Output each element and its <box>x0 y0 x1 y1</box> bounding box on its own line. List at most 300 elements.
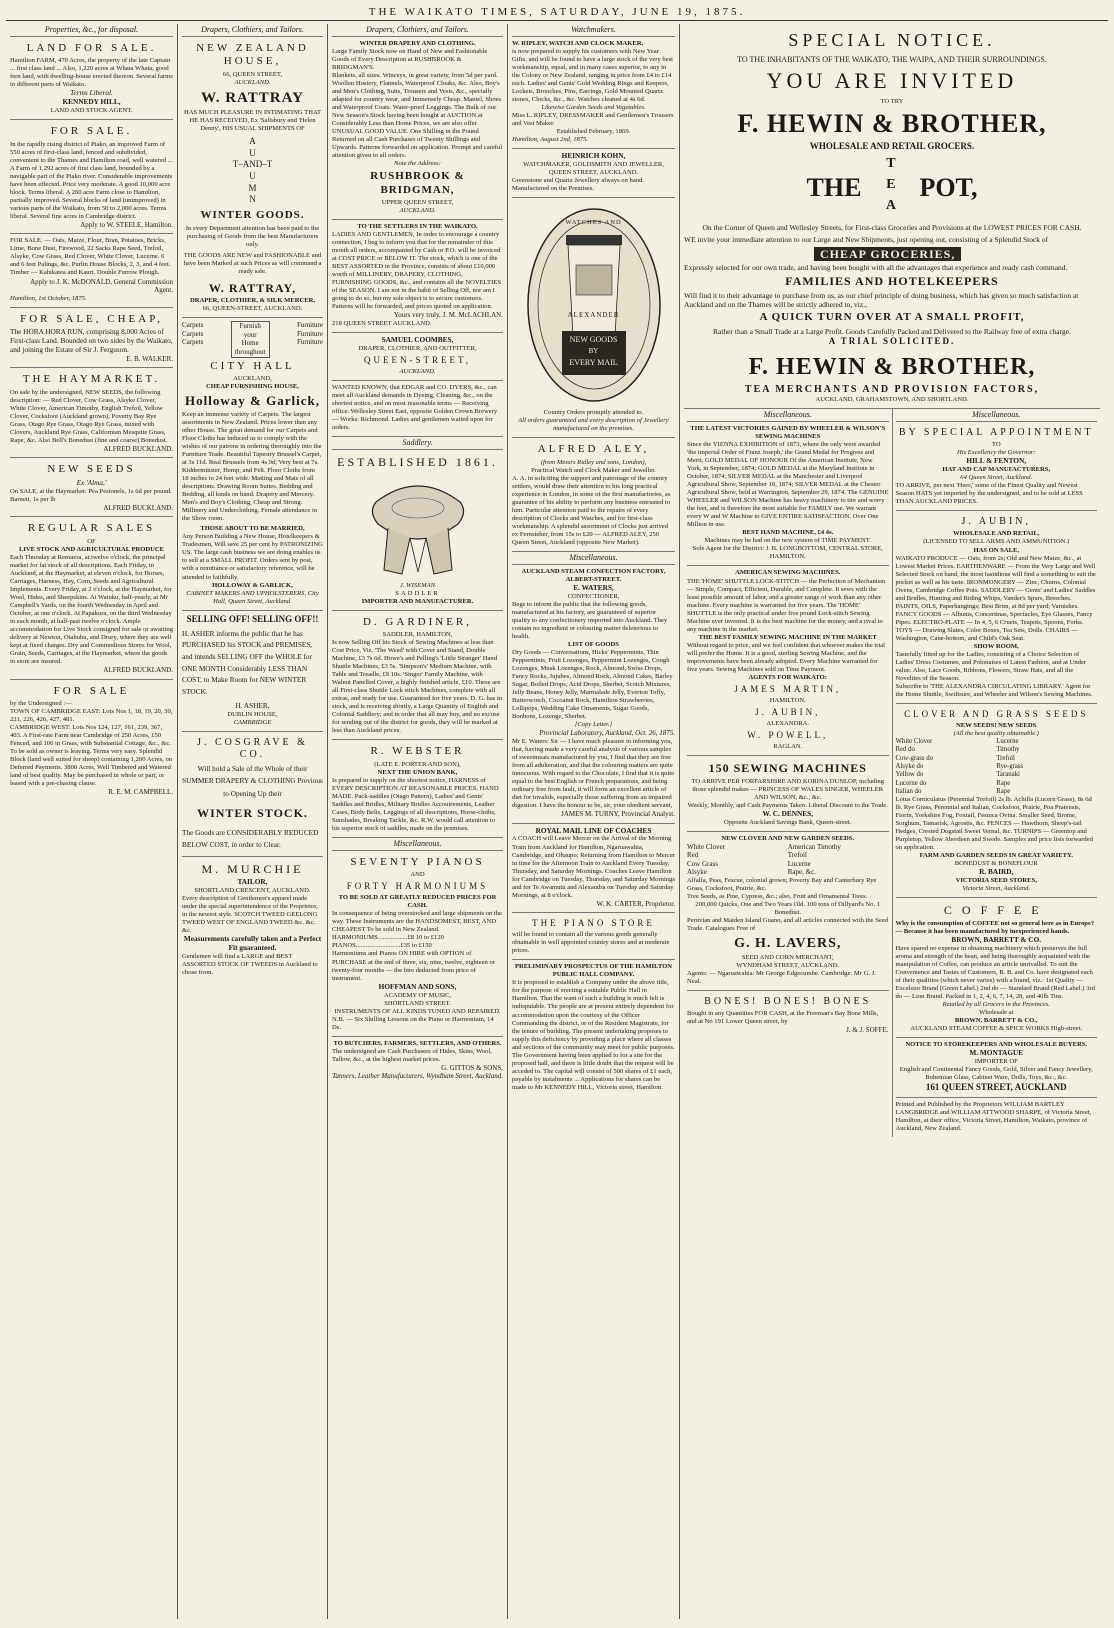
ad-name: BROWN, BARRETT & CO., <box>954 1017 1038 1025</box>
ad-try: TO TRY <box>880 97 904 105</box>
ad-address: SHORTLAND CRESCENT, AUCKLAND. <box>194 887 311 895</box>
ad-heading: TO BUTCHERS, FARMERS, SETTLERS, AND OTHERS. <box>333 1039 502 1047</box>
ad-subheading: FARM AND GARDEN SEEDS IN GREAT VARIETY. <box>919 852 1073 860</box>
letter: M <box>248 182 257 193</box>
ad-subheading: NEW SEEDS! NEW SEEDS <box>956 722 1037 730</box>
ad-body: Tree Seeds, as Pine, Cypress, &c.; also, Fruit and Ornamental Trees. <box>687 892 868 900</box>
ad-subheading: THE BEST FAMILY SEWING MACHINE IN THE MARKET <box>698 633 877 641</box>
seed-list-left <box>687 843 788 877</box>
ad-coombes <box>332 333 503 381</box>
ad-american-sewing <box>687 566 889 755</box>
ad-body: FOR SALE. — Oats, Maize, Flour, Bran, Potatoes, Bricks, Lime, Bone Dust, Firewood, 22 Sacks Rape Seed, Trefoil, Alsyke, Cow Grass, Red Clover, White Clover, Lucerne. 6 and 6 feet Palings, &c. Purlin House Blocks, 2, 3, and 4 feet. Timber — Kahikatea and Kauri. Double Furrow Plough. <box>10 237 171 277</box>
ad-rattray <box>182 37 323 319</box>
ad-publisher-imprint <box>896 1098 1098 1137</box>
column-2 <box>178 24 328 1619</box>
ad-families: FAMILIES AND HOTELKEEPERS <box>785 274 999 289</box>
ad-body: TO ARRIVE PER FORFARSHIRE AND KORINA DUNLOP, including those splendid makes — PRINCESS OF WALES SINGER, WHEELER AND WILSON, &c., &c. <box>691 777 884 801</box>
grid-left <box>182 321 203 357</box>
ad-subheading: WHOLESALE AND RETAIL, <box>952 530 1040 538</box>
seed-list-right <box>788 843 889 877</box>
ad-body: Established February, 1869. <box>556 128 631 136</box>
ad-heading: NEW CLOVER AND NEW GARDEN SEEDS. <box>721 834 855 842</box>
ad-signature: HOLLOWAY & GARLICK, <box>212 581 293 589</box>
ad-name: W. RATTRAY <box>201 89 304 106</box>
sub-column-left <box>684 409 893 1137</box>
watch-bot-label-2: BY <box>588 347 599 356</box>
ad-heading: BY SPECIAL APPOINTMENT <box>898 426 1094 438</box>
ad-address: AUCKLAND STEAM COFFEE & SPICE WORKS High-street. <box>910 1025 1083 1033</box>
ad-title: DRAPER, CLOTHIER, & SILK MERCER, <box>189 297 316 305</box>
ad-body: English and Continental Fancy Goods, Gold, Silver and Fancy Jewellery, Bohemian Glass, Cabinet Ware, Dolls, Toys, &c., &c. <box>899 1066 1093 1082</box>
ad-heading: FORTY HARMONIUMS <box>346 881 489 892</box>
ad-body: Weekly, Monthly, and Cash Payments Taken. Liberal Discount to the Trade. <box>687 801 888 809</box>
ad-address: 161 QUEEN STREET, AUCKLAND <box>925 1082 1067 1093</box>
ad-subheading: THOSE ABOUT TO BE MARRIED, <box>200 525 305 533</box>
ad-heading: WINTER DRAPERY AND CLOTHING. <box>359 39 476 47</box>
ad-body: On sale by the undersigned, NEW SEEDS, the following description: — Red Clover, Cow Grass, Alsyke Clover, White Clover, American Timothy, English Trefoil, Yellow Clover, Cocksfoot (Auckland grown), Poverty Bay Rye Grass, Otago Rye Grass, Otago Rye Grass, mixed with Clovers, Auckland Rye Grass, Californian Mesquite Grass, Rape, &c. Also Bell's Bonedust (fine and coarse) Bonedust. <box>10 388 168 444</box>
ad-heading: J. AUBIN, <box>961 516 1031 528</box>
ad-body: THE 'HOME' SHUTTLE LOCK-STITCH — the Perfection of Mechanism — Simple, Compact, Efficient, Durable, and Complete. It sews with the least possible amount of labor, and a greater range of work than any other machine. Every machine is warranted for five years. The 'HOME' SHUTTLE is the only practical under five pound Lock-stitch Sewing Machine ever invented. It is the best machine for the money, and a rival to any machine in the market. <box>687 577 886 633</box>
ad-body: Without regard to price, and we feel confident that whoever makes the trial will prefer the Home. It is a good, sterling Sewing Machine, and the improvements have been already adopted. Every Machine warranted for five years. Sewing Machines sold on Time Payment. <box>687 641 886 673</box>
ad-name: G. H. LAVERS, <box>734 935 842 951</box>
ad-subheading: TAILOR, <box>237 877 268 887</box>
watch-bot-label-1: NEW GOODS <box>569 335 618 345</box>
seed-item: Trefoil <box>787 851 807 860</box>
ad-heading: FOR SALE. <box>50 125 133 138</box>
ad-heading: ALFRED ALEY, <box>537 443 650 456</box>
ad-body: In consequence of being overstocked and large shipments on the way. These Instruments are the HANDSOMEST, BEST, AND CHEAPEST To be sold in New Zealand. <box>332 910 502 934</box>
ad-name: BROWN, BARRETT & CO. <box>951 935 1042 945</box>
ad-city: CAMBRIDGE <box>233 718 272 726</box>
watch-mid-label: ALEXANDER <box>567 311 620 320</box>
ad-body: Measurements carefully taken and a Perfect Fit guaranteed. <box>183 934 322 953</box>
ad-body: Bought in any Quantities FOR CASH, at the Freeman's Bay Bone Mills, and at No 191 Lower Queen street, by <box>687 1010 879 1026</box>
seed-item: Timothy <box>996 746 1020 754</box>
ad-body: On SALE, at the Haymarket: Pea Pestonels, 1s 6d per pound. Barnett, 1s per lb <box>10 487 172 503</box>
ad-body: WE invite your immediate attention to our Large and New Shipments, just opening out, consisting of a Splendid Stock of <box>684 235 1049 245</box>
ad-body: It is proposed to establish a Company under the above title, for the purpose of erecting a suitable Public Hall in Hamilton. That the want of such a building is much felt is indisputable. The people are at present entirely dependent for accommodation upon the courtesy of the Officer Commanding the district, or of the Resident Magistrate, for the tenure of building. The present undertaking proposes to supply this deficiency by providing a place where all classes and sections of the community may meet for public purposes. The Government having been applied to for a site for the proposed hall, and there is little doubt that the request will be acceded to. The capital will consist of 500 shares of £1 each, payable by instalments ... Applications for shares can be made to Mr KENNEDY HILL, Victoria street, Hamilton. <box>512 979 675 1091</box>
ad-body: Likewise Garden Seeds and Vegetables. <box>541 104 646 111</box>
grid-cell: Furniture <box>296 321 323 330</box>
ad-heading: NOTICE TO STOREKEEPERS AND WHOLESALE BUYERS. <box>905 1041 1088 1049</box>
ad-winter-stock: WINTER STOCK. <box>197 806 308 821</box>
seed-item: Yellow do <box>895 771 924 779</box>
seed-item: Rye-grass <box>996 762 1024 770</box>
ad-subheading: [Copy Letter.] <box>574 721 613 729</box>
seed-item: Cow-grass do <box>895 754 934 762</box>
ad-watch-illustration <box>512 198 675 438</box>
saddle-illustration <box>358 472 478 580</box>
teapot-mid: TEA <box>883 156 899 220</box>
imprint-text: Printed and Published by the Proprietors WILLIAM BARTLEY LANGBRIDGE and WILLIAM ATTWOOD SHARPE, of Victoria Street, Hamilton, at their office, Victoria Street, Hamilton, Waikato, province of Auckland, New Zealand. <box>895 1101 1092 1133</box>
ad-signature: R. E. M. CAMPBELL. <box>108 788 173 797</box>
ad-body: Each Thursday at Remuera, at twelve o'clock, the principal market for fat stock of all descriptions. Each Friday, in Auckland, at the Haymarket, at eleven o'clock, for Horses, Carriages, Harness, Hay, Corn, Seeds and Agricultural Implements. Every Friday, at 2 o'clock, at the Haymarket, for Wool, Hides, and Sheepskins. At Waiuku, half-yearly, at Mr Campbell's Yards, on the fourth Wednesday in April and October, at one o'clock. At Papakura, on the third Wednesday in each month, at half-past twelve o'clock. Ample accommodation for Live Stock consigned for sale or awaiting delivery at Newton, Otahuhu, and Drury, where they are well kept at fixed charges. Dry and Commodious Stores for Wool, Grain, Seeds, Carriages, at the Haymarket, where the goods in store are insured. <box>10 553 173 666</box>
ad-body: All orders guaranteed and every description of Jewellery manufactured on the premises. <box>518 417 669 433</box>
ad-agent-town: RAGLAN. <box>773 742 803 750</box>
ad-winter-goods: WINTER GOODS. <box>200 209 305 222</box>
sub-columns <box>684 409 1100 1137</box>
ad-subheading: WHOLESALE AND RETAIL GROCERS. <box>809 141 975 152</box>
column-3 <box>328 24 508 1619</box>
seed-item: Rape <box>996 787 1011 795</box>
ad-title: DRAPER, CLOTHIER, AND OUTFITTER, <box>358 344 477 352</box>
ad-subheading: IMPORTER OF <box>974 1058 1018 1066</box>
section-heading: Drapers, Clothiers, and Tailors. <box>182 24 323 37</box>
ad-signature-title: DUBLIN HOUSE, <box>227 710 278 718</box>
ad-heading: FOR SALE <box>53 684 130 697</box>
ad-body: The undersigned are Cash Purchasers of Hides, Skins, Wool, Tallow, &c., at the highest market prices. <box>332 1047 492 1063</box>
ad-body: Since the VIENNA EXHIBITION of 1873, where the only were awarded 'the imperial Order of Franz Joseph,' the Grand Medal for Progress and Merit, GOLD MEDAL OF HONOUR Of the American Institute, New York, in September, 1874; GOLD MEDAL at the Maryland Institute in October, 1874; SILVER MEDAL at the Manchester and Liverpool Agricultural Show, September 10, 1874; SILVER MEDAL at the Chester Agricultural Show, held at Warrington, September 29, 1874. The GENUINE WHEELER and WILSON Machine has heavy machinery to tire and worry the feet, and is therefore the most suitable for FAMILY use. We warrant every W and W Machine to GIVE ENTIRE SATISFACTION. Over One Million in use. <box>687 441 889 529</box>
ad-heading: CLOVER AND GRASS SEEDS <box>904 709 1089 720</box>
ad-signature: W. K. CARTER, Proprietor. <box>596 899 675 908</box>
ad-subheading: AGENTS FOR WAIKATO: <box>748 673 827 681</box>
ad-kohn <box>512 149 675 198</box>
ad-asher <box>182 611 323 732</box>
ad-signature: ALFRED BUCKLAND. <box>103 666 173 675</box>
ad-cheap-sale <box>10 308 173 369</box>
grid-cell: Furniture <box>296 338 323 347</box>
ad-for-sale-cambridge <box>10 680 173 801</box>
ad-signature: Yours very truly, J. M. McLACHLAN. <box>393 311 503 320</box>
ad-body: Machines may be had on the new system of TIME PAYMENT. <box>704 537 871 545</box>
ad-heading: COFFEE <box>943 903 1049 918</box>
ad-heading: AUCKLAND STEAM CONFECTION FACTORY, ALBERT-STREET. <box>521 567 666 583</box>
ad-subheading: (All the best quality obtainable.) <box>953 730 1040 738</box>
seed-item: Lucerne <box>996 738 1019 746</box>
ad-name: RUSHBROOK & BRIDGMAN, <box>370 170 465 196</box>
ad-subheading: Ex 'Alma,' <box>76 477 107 487</box>
ad-heading: M. MURCHIE <box>201 861 304 876</box>
seed-item: Lucerne do <box>895 779 927 787</box>
ad-name: HOFFMAN AND SONS, <box>378 981 457 991</box>
ad-edgar <box>332 381 503 437</box>
letter: A <box>249 136 256 147</box>
ad-subheading: TO <box>991 441 1001 449</box>
ad-title: HAT AND CAP MANUFACTURERS, <box>942 466 1051 474</box>
ad-signature: ALFRED BUCKLAND. <box>103 503 173 512</box>
ad-body: Is now Selling Off his Stock of Sewing Machines at less than Cost Price, Viz. 'The Weed' with Cover and Stand, Double Machine, £3 7s 6d. Howe's and Pelling's 'Little Stranger' Hand Shuttle Machines, £3 5s. 'Simpson's' Medium Machine, with Table and Treadle, £9 10s. 'Singer' Family Machine, with Walnut Panelled Cover, a highly finished article, £10. These are all First-class Shuttle Lock stitch Machines, complete with all extras, and ready for use. Guaranteed for five years. D. G. has in stock, and is receiving shortly, a Large Quantity of English and Colonial Saddlery; and in order that all may buy, and no excuse for sending out of the district for goods, they will be marked at less than Auckland prices. <box>332 639 503 735</box>
grid-cell: Home <box>241 339 259 348</box>
seed-item: Red <box>687 851 699 860</box>
ad-piano-store <box>512 913 675 960</box>
ad-invited: YOU ARE INVITED <box>766 67 1018 93</box>
ad-heading: THE LATEST VICTORIES GAINED BY WHEELER & WILSON'S SEWING MACHINES <box>690 424 886 440</box>
ad-body: A COACH will Leave Mercer on the Arrival of the Morning Train from Auckland for Hamilton, Ngaruawahia, Cambridge, and Ohaupo; Returning from Hamilton to Mercer in time for the Afternoon Train to Auckland Every Tuesday, Thursday, and Saturday Mornings. Coaches Leave Hamilton for Cambridge on Tuesday, Thursday, and Saturday Mornings and for Te Awamutu and Alexandra on Tuesday and Saturday Mornings, at 8 o'clock. <box>512 835 675 899</box>
ad-hewin <box>684 24 1100 409</box>
ad-body: Retailed by all Grocers in the Provinces. <box>942 1001 1050 1009</box>
watch-bot-label-3: EVERY MAIL <box>569 358 618 368</box>
seed-item: White Clover <box>895 738 933 746</box>
ad-subheading: TO THE INHABITANTS OF THE WAIKATO, THE WAIPA, AND THEIR SURROUNDINGS. <box>737 54 1047 64</box>
ad-body: On the Corner of Queen and Wellesley Streets, for First-class Groceries and Provisions at the LOWEST PRICES FOR CASH. <box>702 223 1082 233</box>
seed-item: Taranaki <box>996 771 1020 779</box>
ad-rushbrook <box>332 37 503 220</box>
ad-body: WANTED KNOWN, that EDGAR and CO. DYERS, &c., can meet all Auckland demands in Dyeing, Cleaning, &c., on the shortest notice, and on most reasonable terms — Receiving office: Wellesley Street East, opposite Golden Crown Brewery — Works: Richmond. Ladies and gentlemen waited upon for orders. <box>332 383 498 432</box>
section-heading: Miscellaneous. <box>332 838 503 851</box>
ad-murchie <box>182 857 323 982</box>
watch-graphic <box>524 205 664 405</box>
ad-body: Is prepared to supply on the shortest notice, HARNESS of EVERY DESCRIPTION AT REASONABLE PRICES. HAND MADE. Pack-saddles (Otago Pattern), Ladies' and Gents' Saddles and Bridles, Military Bridles Accoutrements, Leather Cases, Body Belts, Leggings of all descriptions, Horse-cloths, Sunshades, Breaking Tackle, &c. R.W. would call attention to his superior stock of saddles, made on the premises. <box>332 776 499 833</box>
ad-name: W. C. DENNES, <box>762 808 814 818</box>
ad-body: The Goods are CONSIDERABLY REDUCED BELOW COST, in order to Clear. <box>182 827 319 850</box>
ad-subheading: (from Messrs Ridley and sons, London), <box>540 458 647 466</box>
saddle-maker-label: J. WISEMAN <box>399 581 436 589</box>
teapot-right: POT, <box>919 172 978 202</box>
ad-title: VICTORIA SEED STORES, <box>955 877 1037 885</box>
ad-address: QUEEN-STREET, <box>363 354 472 365</box>
ad-subheading: His Excellency the Governor: <box>956 449 1036 457</box>
ad-body: Gentlemen will find a LARGE and BEST ASSORTED STOCK OF TWEEDS in Auckland to chose from. <box>182 953 318 977</box>
ad-signature: Apply to J. K. McDONALD, General Commission Agent. <box>30 277 173 295</box>
ad-montague <box>896 1038 1098 1098</box>
ad-subheading: by the Undersigned :— <box>10 700 72 708</box>
ad-body: Large Family Stock now on Hand of New and Fashionable Goods of Every Description at RUSHBROOK & BRIDGMAN'S. <box>332 47 488 71</box>
price-line: PIANOS...........................£35 to £150 <box>332 942 432 950</box>
ad-body: Country Orders promptly attended to. <box>543 409 644 417</box>
ad-cheap-groceries: CHEAP GROCERIES, <box>814 247 961 262</box>
ad-signature: JAMES M. TURNY, Provincial Analyst. <box>561 810 675 819</box>
ad-title: TEA MERCHANTS AND PROVISION FACTORS, <box>744 383 1040 395</box>
ad-subheading: BONEDUST & BONEFLOUR <box>954 860 1038 868</box>
ad-date: Provincial Laboratory, Auckland, Oct. 26, 1875. <box>539 729 675 738</box>
ad-haymarket <box>10 368 173 458</box>
ad-new-seeds <box>10 458 173 517</box>
ad-note: Note the Address: <box>394 160 441 168</box>
ad-note: N.B. — Six Shilling Lessons on the Piano or Harmonium, 14 Ds. <box>332 1015 494 1031</box>
ad-dennes <box>687 756 889 832</box>
ad-agent-name: JAMES MARTIN, <box>734 683 842 694</box>
ad-subheading: CHEAP FURNISHING HOUSE, <box>206 382 299 390</box>
ad-signature-title: CABINET MAKERS AND UPHOLSTERERS, City Hall, Queen Street, Auckland. <box>186 589 319 605</box>
ad-heading: BONES! BONES! BONES <box>704 996 872 1008</box>
ad-agent-name: J. AUBIN, <box>755 706 821 717</box>
seed-list-left <box>896 738 997 796</box>
pocket-watch-illustration <box>524 205 664 405</box>
ad-subheading: SHOW ROOM, <box>973 642 1019 650</box>
ad-cosgrave <box>182 732 323 857</box>
ad-body: Keep an immense variety of Carpets. The largest assortments in New Zealand. Prices lower than any other House. The great demand for our Carpets and Floor Cloths has induced us to comply with the wishes of our patrons in ordering thoroughly into the Furniture Trade. Beautiful Tapestry Brussel's Carpet, at 3s 11d. Real Brussels from 4s 9d; Very best at 7s. Kidderminster, Hemp, and Felt. Floor Cloths from 18 inches to 24 feet wide. Matting and Mats of all descriptions. Drawing Room Suites. Bedding and Bedding, all kinds on hand. Drapery and Mercery. Men's and Boy's Clothing, Cheap and Strong. Millinery and Underclothing. Female attendance in the Show room. <box>182 410 322 523</box>
ad-regular-sales <box>10 517 173 679</box>
seed-item: White Clover <box>687 842 725 851</box>
ad-subheading: SADDLER, HAMILTON, <box>382 631 453 639</box>
ad-name: Holloway & Garlick, <box>185 393 320 409</box>
grid-cell: throughout <box>234 348 266 357</box>
ad-heading: R. WEBSTER <box>370 745 465 758</box>
grid-cell: your <box>243 330 257 339</box>
ad-body: Alfalfa, Peas, Fescue, colonial grown; Poverty Bay and Canterbury Rye Grass, Cocksfoot, Prairie, &c. <box>687 876 877 892</box>
ad-subheading: HAS ON SALE, <box>973 546 1020 554</box>
columns <box>6 24 1108 1619</box>
ad-name: HILL & FENTON, <box>966 456 1027 466</box>
price-line: HARMONIUMS..................£8 10 to £120 <box>332 934 444 942</box>
ad-signature: H. ASHER, <box>235 700 270 710</box>
ad-trial: A TRIAL SOLICITED. <box>828 335 956 346</box>
ad-subheading: ACADEMY OF MUSIC, <box>383 991 452 999</box>
ad-webster <box>332 740 503 838</box>
ad-body: Harmoniums and Pianos ON HIRE with OPTION of PURCHASE at the end of three, six, nine, twelve, eighteen or twenty-four months — the hire deducted from price of instrument. <box>332 950 495 982</box>
ad-for-sale-piako <box>10 120 173 234</box>
ad-waters <box>512 565 675 824</box>
ad-name: W. RATTRAY, <box>208 280 297 295</box>
ad-body: Begs to inform the public that the following goods, manufactured at his factory, are guaranteed of superior quality to any confectionery imported into Auckland. They contain no ingredient or colouring matter deleterious to health. <box>512 600 668 640</box>
ad-signature: J. & J. SOFFE. <box>846 1026 889 1035</box>
ad-city: AUCKLAND. <box>399 207 436 215</box>
ad-heading: SEVENTY PIANOS <box>350 855 485 868</box>
ad-heading: SPECIAL NOTICE. <box>788 30 996 50</box>
ad-body: Wholesale at <box>979 1009 1014 1017</box>
ad-title: CONFECTIONER, <box>567 592 620 600</box>
ad-heading: REGULAR SALES <box>27 522 156 535</box>
ad-body: Why is the consumption of COFFEE not so general here as in Europe? — Because it has been manufactured by inexperienced hands. <box>895 919 1095 935</box>
seed-item: Alsyke do <box>895 762 924 770</box>
column-4 <box>508 24 680 1619</box>
ad-subheading: OF <box>87 537 96 545</box>
ad-heading: NEW ZEALAND HOUSE, <box>196 41 309 68</box>
ad-body: HAS MUCH PLEASURE IN INTIMATING THAT HE HAS RECEIVED, Ex 'Salisbury and 'Helen Denny', HIS USUAL SHIPMENTS OF <box>183 108 322 132</box>
seed-price-list <box>896 738 1098 796</box>
ad-subheading: (LICENSED TO SELL ARMS AND AMMUNITION.) <box>923 538 1070 546</box>
ad-body: Rather than a Small Trade at a Large Profit. Goods Carefully Packed and Delivered to the Railway free of extra charge. <box>713 326 1071 336</box>
ad-pianos <box>332 851 503 1037</box>
ad-date: Hamilton, 1st October, 1875. <box>10 294 87 302</box>
ad-body: Tastefully fitted up for the Ladies, consisting of a Choice Selection of Ladies' Dress Costumes, and Polonaises of Latest Fashion, and at Under value. Also, Lace Goods, Ribbons, Flowers, Straw Hats, and all the Novelties of the Season. <box>895 650 1087 682</box>
section-heading: Saddlery. <box>332 437 503 450</box>
ad-body: Any Person Building a New House, Hotelkeepers & Tradesmen, Will save 25 per cent by PATRONIZING US. The large cash business we are doing enables us to sell at a SMALL PROFIT. Orders sent by post, with a remittance or satisfactory reference, will be attended to faithfully. <box>182 533 323 581</box>
ad-heading: ROYAL MAIL LINE OF COACHES <box>535 825 652 835</box>
grid-cell: Furnish <box>239 322 261 331</box>
ad-body: Will hold a Sale of the Whole of their SUMMER DRAPERY & CLOTHING Previous to Opening Up their <box>182 763 323 798</box>
ad-name: R. BAIRD, <box>979 867 1014 877</box>
ad-heading: ESTABLISHED 1861. <box>337 454 498 469</box>
ad-name: E. WATERS, <box>573 582 614 592</box>
ad-heading: W. RIPLEY, WATCH AND CLOCK MAKER, <box>512 39 644 47</box>
ad-address: AUCKLAND, GRAHAMSTOWN, AND SHORTLAND. <box>815 396 969 404</box>
seed-list <box>687 843 889 877</box>
ad-address: 66, QUEEN STREET, <box>222 70 283 78</box>
ad-body: Lotus Corniculatus (Perennial Trefoil) 2s lb. Achilla (Lucern Grass), 8s 6d lb. Rye Grass, Perennial and Italian, Cocksfoot, Prairie, Poa Pratensis, Fiorin, Yorkshire Fog, Foxtail, Festuca Ovina. Smaller Seed, Brome, Sorghum, Tamarisk, Agrostis, &c. FENCES — Hawthorn, Sheep's-tail Hedges, Crested Dogstail Sweet Vernal, &c. TURNIPS — Greentop and Purpletop, Yellow Aberdeen and Swede. Samples and price lists forwarded on application. <box>895 796 1093 852</box>
ad-body: Dry Goods — Conversations, Hicks' Peppermints, Thin Peppermints, Fruit Lozenges, Peppermint Lozenges, Cough Lozenges, Musk Lozenges, Rock, Almond, Swiss Drops, Fancy Rocks, Jujubes, Almond Rock, Almond Cakes, Barley Sugar, Boiled Drops, Acid Drops, Sherbet, Scotch Mixtures, Jelly Beans, Honey Jelly, Marmalade Jelly, Everton Toffy, Butterscotch, Cocoanut Rock, Hamilton Strawberries, Lollipops, Wedding Cake Ornaments, Sugar Goods, Bonbons, Lozenge, Sherbet. <box>512 648 673 721</box>
ad-body: TOWN OF CAMBRIDGE EAST: Lots Nos 1, 18, 19, 20, 30, 221, 226, 426, 427, 481. <box>10 708 173 724</box>
ad-bones <box>687 991 889 1039</box>
sub-column-right <box>893 409 1101 1137</box>
ad-subheading: (LATE E. PORTER AND SON), <box>374 760 461 768</box>
ad-body: H. ASHER informs the public that he has PURCHASED his STOCK and PREMISES, and intends SELLING OFF the WHOLE for ONE MONTH Considerably LESS THAN COST, to Make Room for NEW WINTER STOCK. <box>182 628 313 696</box>
teapot-heading <box>684 156 1100 219</box>
section-heading: Miscellaneous. <box>896 409 1098 422</box>
ad-subheading: AND <box>410 871 425 879</box>
section-heading: Miscellaneous. <box>687 409 889 422</box>
ad-heading: CITY HALL <box>210 359 295 372</box>
ad-agent-town: ALEXANDRA. <box>766 719 810 727</box>
seed-item: Cow Grass <box>687 859 718 868</box>
ad-body: Every description of Gentlemen's apparel made under the special superintendence of the Proprietor, in the newest style. SCOTCH TWEED GEELONG TWEED WEST OF ENGLAND TWEED &c. &c. &c. <box>182 895 318 935</box>
seed-item: Lucerne <box>787 859 811 868</box>
ad-body: will be found to contain all the various goods generally obtainable in well appointed country stores and at moderate prices. <box>512 931 670 955</box>
ad-body: TO ARRIVE, per next 'Hero,' some of the Finest Quality and Newest Season HATS yet imported by the undersigned, and to be sold at LESS THAN AUCKLAND PRICES. <box>895 482 1083 506</box>
seed-item: Rape <box>996 779 1011 787</box>
ad-body: INSTRUMENTS OF ALL KINDS TUNED AND REPAIRED. <box>334 1007 501 1015</box>
letter: T–AND–T <box>232 159 273 170</box>
section-heading: Drapers, Clothiers, and Tailors. <box>332 24 503 37</box>
ad-gittos <box>332 1037 503 1085</box>
watch-top-label: WATCHES AND <box>565 219 622 227</box>
ad-address: 66, QUEEN-STREET, AUCKLAND. <box>202 305 303 313</box>
ad-body: A. A. in soliciting the support and patronage of the country settlers, would draw their attention to his long practical experience in London, in some of the first manufactories, as guarantee of his ability to perform any business entrusted to him. Particular attention paid to the repairs of every description of Clocks and Watches, and for first-class workmanship. A splendid assortment of Clocks just arrived ex Fernsteher, from 15s to £20 — ALFRED ALEY, 250 Queen Street, Auckland (opposite New Market). <box>512 474 671 546</box>
letter: U <box>249 171 256 182</box>
ad-heading: J. COSGRAVE & CO. <box>197 736 308 760</box>
ad-name: F. HEWIN & BROTHER, <box>737 108 1047 138</box>
ad-signature: E. B. WALKER. <box>126 354 173 363</box>
ad-subheading: NEXT THE UNION BANK, <box>377 768 458 776</box>
ad-body: Hamilton FARM, 470 Acres, the property of the late Captain ... first class land ... Also, 1,220 acres at Whata Whata, good fern land, with dwelling-house erected thereon. Several farms in different parts of Waikato. <box>10 57 173 89</box>
grid-right <box>297 321 323 357</box>
letter: N <box>249 194 256 205</box>
ad-body: WAIKATO PRODUCE — Oats, from 2s; Old and New Maize, &c., at Lowest Market Prices. EARTHENWARE — From the Very Large and Well Selected Stock on hand, the most fastidious will find a something to suit the pocket as well as his taste. IRONMONGERY — Zinc, Churns, Colonial Ovens, Cambridge Coffee Pots. SADDLERY — Gents' and Ladies' Saddles and Bridles, Hunting and Riding Whips, Vander's Spurs, Breeches. PAINTS, OILS, Paperhangings; Best Brim, at 8d per yard; Varnishes. FANCY GOODS — Albums, Concertinas, Spectacles, Eye Glasses, Fancy Pipes. ELECTRO-PLATE — In 4, 5, 6 Cruets, Teapots, Spoons, Forks. TOYS — Drawing Slates, Color Boxes, Tea Sets, Dolls. CHAIRS — Washington, Cane-bottom, and Child's Oak Seat. <box>895 554 1096 642</box>
masthead: THE WAIKATO TIMES, SATURDAY, JUNE 19, 1875. <box>6 4 1108 21</box>
ad-address: Victoria Street, Auckland. <box>962 885 1031 893</box>
ad-body: Have spared no expense in obtaining machinery which preserves the full aroma and strength of the bean, and being thoroughly acquainted with the manipulation of Coffee, can produce an article unrivalled. To suit the Convenience and Tastes of Customers, B. B. and Co. have designated each of their qualities (which never varies) with a brand, viz.: 1st Quality — Excelsior Brand (Green Label.) 2nd do — Standard Brand (Red Label.) 3rd do — Lion Brand. Packed in 1, 2, 4, 6, 7, 14, 28, and 40lb Tins. <box>895 944 1095 1001</box>
ad-gardiner <box>332 611 503 741</box>
grid-cell: Furniture <box>296 329 323 338</box>
cityhall-grid <box>182 321 323 357</box>
letter: U <box>249 147 256 158</box>
column-1 <box>6 24 178 1619</box>
ad-agent-name: W. POWELL, <box>747 729 829 740</box>
ad-body: 200,000 Quicks, One and Two Years Old. 100 tons of Dillyard's No. 1 Bonedust. <box>695 900 881 916</box>
ad-body: Miss L. RIPLEY, DRESSMAKER and Gentlemen's Trousers and Vest Maker. <box>512 112 674 128</box>
ad-heading: FOR SALE, CHEAP, <box>20 312 163 325</box>
ad-body: Blankets, all sizes. Winceys, in great variety, from 5d per yard. Woollen Hosiery, Flannels, Waterproof Cloaks, &c. Also, Boy's and Men's Clothing, Suits, Trousers and Vests, &c., specially adapted for country wear, and Immensely Cheap. Maniel, Shoes and Waterproof Coats. Water-proof Leggings. The Bulk of our New Season's Stock having been bought at AUCTION at Considerably Less than Home Prices, we are also offer UNUSUAL GOOD VALUE. One Shilling in the Pound Returned on all Cash Purchases of Twenty Shillings and Upwards. Patterns forwarded on application. Prompt and careful attention given to all orders. <box>332 71 503 160</box>
ad-address: 64 Queen Street, Auckland. <box>960 474 1033 482</box>
ad-body: is now prepared to supply his customers with New Year Gifts, and will be found to have a large stock of the very best workmanship, equal, and in many cases superior, to any in the Colony or New Zealand, ranging in price from £4 to £14 each. Ladies' and Gents' Gold Wedding Rings and Keepers, Lockets, Brooches, Pins, Earrings, Gold Mounted Quartz stones, Clocks, &c., &c. Watches cleaned at 4s 6d. <box>512 47 674 103</box>
ad-land-for-sale <box>10 37 173 120</box>
ad-body: Subscribe to 'THE ALEXANDRA CIRCULATING LIBRARY.' Agent for the Home Shuttle, Swiftsure, and Wheeler and Wilson's Sewing Machines. <box>895 683 1093 699</box>
ad-body: The HORA HORA RUN, comprising 8,000 Acres of First-class Land. Bounded on two sides by the Waikato, and joining the Estate of Sir J. Ferguson. <box>10 327 173 354</box>
section-heading: Properties, &c., for disposal. <box>10 24 173 37</box>
ad-title: SEED AND CORN MERCHANT, <box>741 954 834 962</box>
ad-subheading: TO BE SOLD AT GREATLY REDUCED PRICES FOR CASH. <box>338 894 497 910</box>
ad-lavers <box>687 832 889 992</box>
ad-name: M. MONTAGUE <box>969 1048 1024 1058</box>
ad-city: AUCKLAND. <box>234 78 271 86</box>
ad-coffee <box>896 898 1098 1038</box>
ad-ripley <box>512 37 675 149</box>
ad-signature: G. GITTOS & SONS, <box>441 1063 503 1072</box>
seed-item: Alsyke <box>687 868 707 877</box>
ad-heading: NEW SEEDS <box>47 463 136 476</box>
grid-cell: Carpets <box>182 338 204 347</box>
ad-settlers <box>332 220 503 333</box>
grid-cell: Carpets <box>182 321 204 330</box>
ad-body: Peruvian and Maiden Island Guano, and all articles connected with the Seed Trade. Catalogues Free of <box>687 916 889 932</box>
ad-terms: Terms Liberal. <box>70 88 113 98</box>
ad-body: THE GOODS ARE NEW and FASHIONABLE and have been Marked at such Prices as will command a ready sale. <box>183 251 322 275</box>
ad-hill-fenton <box>896 422 1098 511</box>
ad-heading: D. GARDINER, <box>362 615 473 628</box>
ad-city: AUCKLAND. <box>399 367 436 375</box>
ad-date: Hamilton, August 2nd, 1875. <box>512 136 589 144</box>
ad-quick-turn: A QUICK TURN OVER AT A SMALL PROFIT, <box>759 311 1025 324</box>
ad-address: QUEEN STREET, AUCKLAND. <box>548 169 639 177</box>
ad-body: Greenstone and Quartz Jewellery always on hand. Manufactured on the Premises. <box>512 177 645 193</box>
ad-subheading: Practical Watch and Clock Maker and Jeweller. <box>531 466 656 474</box>
section-heading: Watchmakers. <box>512 24 675 37</box>
ad-body: In the rapidly rising district of Piako, an improved Farm of 550 acres of first-class land, fenced and subdivided, convenient to the Thames and Hamilton road, well watered ... A Farm of 1,292 acres of first class land, bounded by a navigable part of the Piako river. Considerable improvements have been effected. Price very moderate. A good 10,000 acre block. Terms liberal. A 260 acre Farm close to Hamilton, partially improved. Several blocks of land (unimproved) in various parts of the Waikato, from 50 to 2,000 acres. Terms liberal. Several fine acres in Cambridge district. <box>10 140 173 220</box>
grid-cell: Carpets <box>182 329 204 338</box>
ad-agent-town: HAMILTON. <box>769 696 806 704</box>
ad-heading: THE PIANO STORE <box>532 918 655 929</box>
seed-item: Rape, &c. <box>787 868 816 877</box>
